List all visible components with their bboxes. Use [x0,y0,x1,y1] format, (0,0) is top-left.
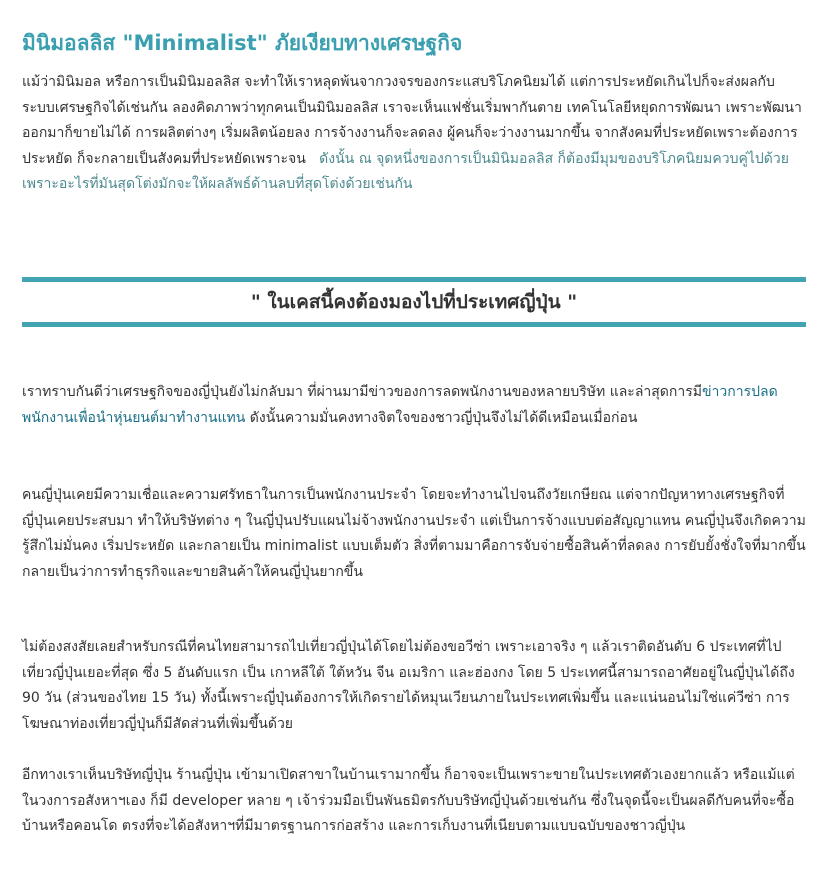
paragraph-text: เราทราบกันดีว่าเศรษฐกิจของญี่ปุ่นยังไม่กลับมา ที่ผ่านมามีข่าวของการลดพนักงานของหลายบริษัท และล่าสุดการมี [22,384,702,400]
intro-text: แม้ว่ามินิมอล หรือการเป็นมินิมอลลิส จะทำให้เราหลุดพ้นจากวงจรของกระแสบริโภคนิยมได้ แต่การประหยัดเกินไปก็จะส่งผลกับระบบเศรษฐกิจได้เช่นกัน ลองคิดภาพว่าทุกคนเป็นมินิมอลลิส เราจะเห็นแฟชั่นเริ่มพากันตาย เทคโนโลยีหยุดการพัฒนา เพราะพัฒนาออกมาก็ขายไม่ได้ การผลิตต่างๆ เริ่มผลิตน้อยลง การจ้างงานก็จะลดลง ผู้คนก็จะว่างงานมากขึ้น จากสังคมที่ประหยัดเพราะต้องการประหยัด ก็จะกลายเป็นสังคมที่ประหยัดเพราะจน [22,74,802,167]
robot-layoff-news-link[interactable]: ข่าวการปลดพนักงานเพื่อนำหุ่นยนต์มาทำงานแทน [22,384,778,426]
pull-quote [22,277,806,327]
paragraph-visa: ไม่ต้องสงสัยเลยสำหรับกรณีที่คนไทยสามารถไปเที่ยวญี่ปุ่นได้โดยไม่ต้องขอวีซ่า เพราะเอาจริง ๆ แล้วเราติดอันดับ 6 ประเทศที่ไปเที่ยวญี่ปุ่นเยอะที่สุด ซึ่ง 5 อันดับแรก เป็น เกาหลีใต้ ใต้หวัน จีน อเมริกา และฮ่องกง โดย 5 ประเทศนี้สามารถอาศัยอยู่ในญี่ปุ่นได้ถึง 90 วัน (ส่วนของไทย 15 วัน) ทั้งนี้เพราะญี่ปุ่นต้องการให้เกิดรายได้หมุนเวียนภายในประเทศเพิ่มขึ้น และแน่นอนไม่ใช่แค่วีซ่า การโฆษณาท่องเที่ยวญี่ปุ่นก็มีสัดส่วนที่เพิ่มขึ้นด้วย [22,639,795,732]
article-title: มินิมอลลิส "Minimalist" ภัยเงียบทางเศรษฐกิจ [22,31,463,55]
pull-quote-text: " ในเคสนี้คงต้องมองไปที่ประเทศญี่ปุ่น " [250,291,578,313]
paragraph-japanese-companies: อีกทางเราเห็นบริษัทญี่ปุ่น ร้านญี่ปุ่น เข้ามาเปิดสาขาในบ้านเรามากขึ้น ก็อาจจะเป็นเพราะขายในประเทศตัวเองยากแล้ว หรือแม้แต่ในวงการอสังหาฯเอง ก็มี developer หลาย ๆ เจ้าร่วมมือเป็นพันธมิตรกับบริษัทญี่ปุ่นด้วยเช่นกัน ซึ่งในจุดนี้จะเป็นผลดีกับคนที่จะซื้อบ้านหรือคอนโด ตรงที่จะได้อสังหาฯที่มีมาตรฐานการก่อสร้าง และการเก็บงานที่เนียบตามแบบฉบับของชาวญี่ปุ่น [22,767,795,835]
intro-conclusion: ดังนั้น ณ จุดหนึ่งของการเป็นมินิมอลลิส ก็ต้องมีมุมของบริโภคนิยมควบคู่ไปด้วย เพราะอะไรที่มันสุดโต่งมักจะให้ผลลัพธ์ด้านลบที่สุดโต่งด้วยเช่นกัน [22,150,789,193]
paragraph-text: ดังนั้นความมั่นคงทางจิตใจของชาวญี่ปุ่นจึงไม่ได้ดีเหมือนเมื่อก่อน [245,409,638,426]
intro-paragraph [22,70,806,198]
paragraph-japan-economy [22,380,806,431]
paragraph-employment: คนญี่ปุ่นเคยมีความเชื่อและความศรัทธาในการเป็นพนักงานประจำ โดยจะทำงานไปจนถึงวัยเกษียณ แต่จากปัญหาทางเศรษฐกิจที่ญี่ปุ่นเคยประสบมา ทำให้บริษัทต่าง ๆ ในญี่ปุ่นปรับแผนไม่จ้างพนักงานประจำ แต่เป็นการจ้างแบบต่อสัญญาแทน คนญี่ปุ่นจึงเกิดความรู้สึกไม่มั่นคง เริ่มประหยัด และกลายเป็น minimalist แบบเต็มตัว สิ่งที่ตามมาคือการจับจ่ายซื้อสินค้าที่ลดลง การยับยั้งชั่งใจที่มากขึ้น กลายเป็นว่าการทำธุรกิจและขายสินค้าให้คนญี่ปุ่นยากขึ้น [22,487,806,580]
